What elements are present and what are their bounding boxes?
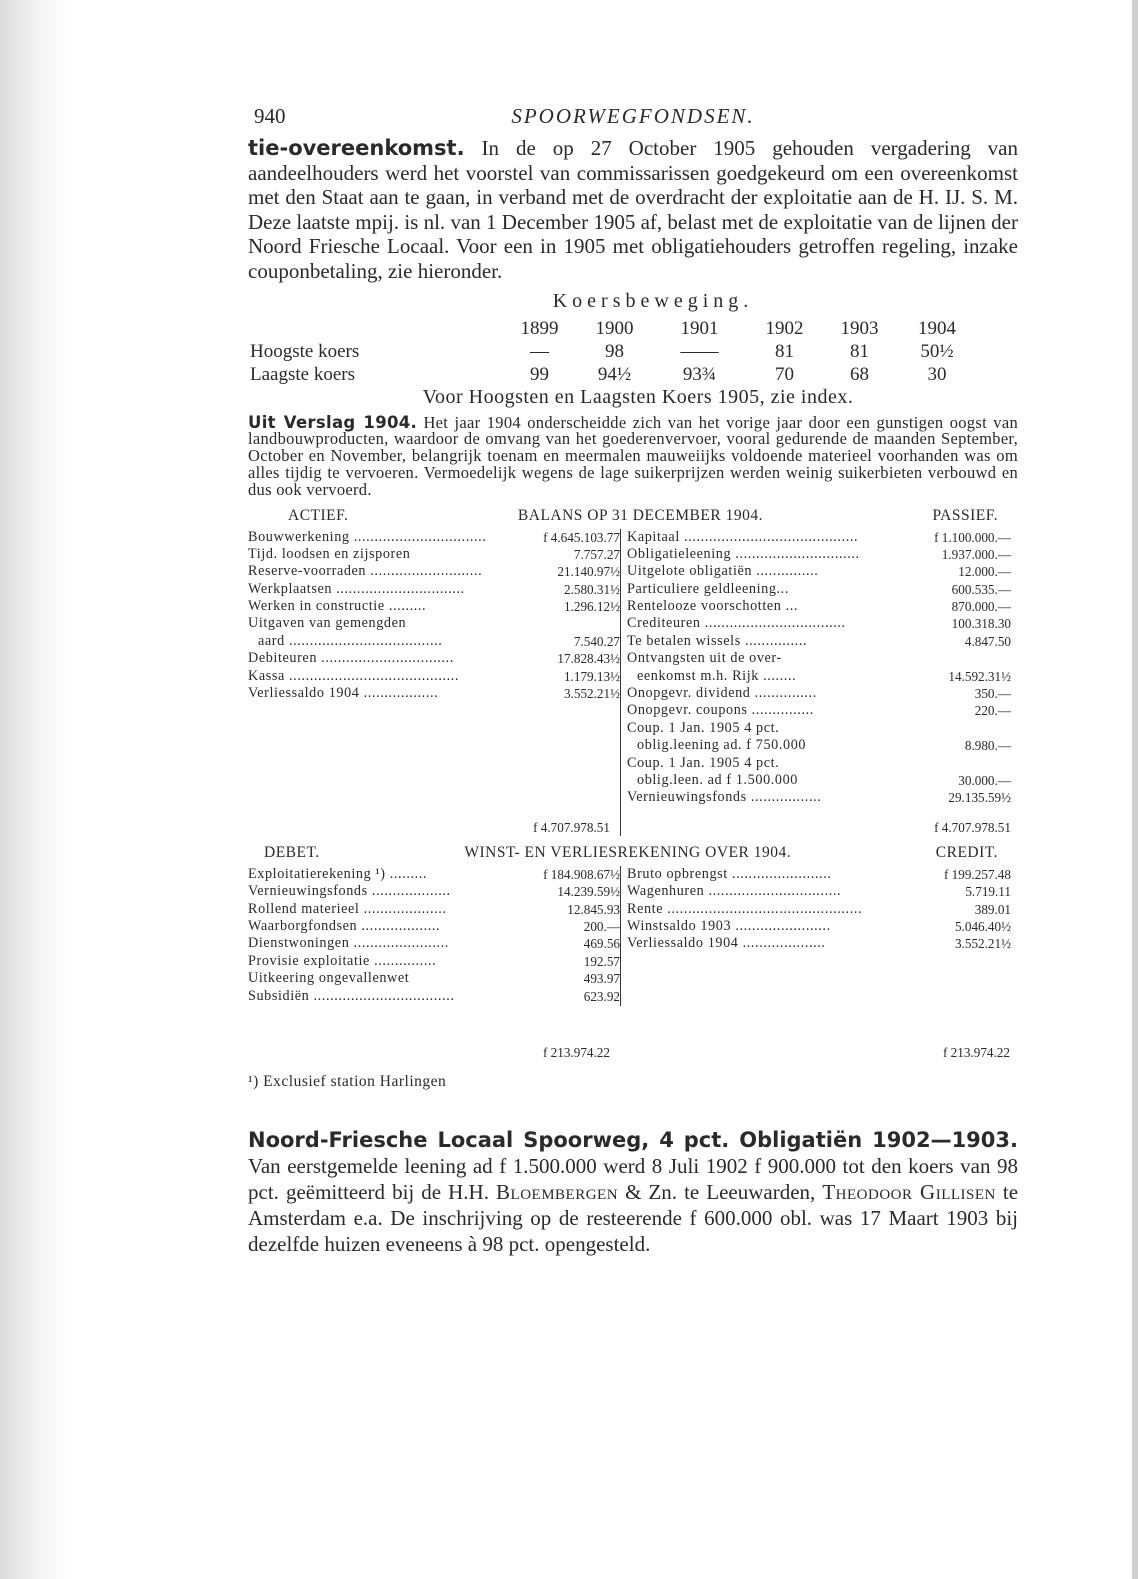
verslag-paragraph — [248, 412, 1018, 499]
ledger-row — [627, 702, 1011, 719]
ledger-amount: f 184.908.67½ — [543, 866, 620, 882]
koers-year: 1901 — [680, 317, 719, 339]
ledger-row — [627, 529, 1011, 546]
ledger-row — [627, 581, 1011, 598]
koers-value: 99 — [530, 363, 549, 385]
ledger-row — [627, 633, 1011, 650]
ledger-amount: 493.97 — [583, 971, 620, 987]
ledger-row — [627, 935, 1011, 952]
ledger-amount: 29.135.59½ — [948, 790, 1011, 806]
ledger-description: Waarborgfondsen ................... — [248, 917, 441, 934]
winst-right-head: CREDIT. — [935, 843, 998, 861]
ledger-row — [248, 616, 620, 633]
ledger-description: Werkplaatsen ............................... — [248, 580, 465, 597]
ledger-description: Particuliere geldleening... — [627, 580, 789, 597]
document-page — [248, 100, 1018, 1257]
ledger-row — [248, 633, 620, 650]
ledger-amount: 100.318.30 — [951, 616, 1011, 632]
koers-hoogste-row — [250, 340, 977, 363]
ledger-description: Kapitaal .......................................... — [627, 528, 859, 545]
ledger-row — [627, 755, 1011, 772]
ledger-row — [627, 883, 1011, 900]
scan-shadow — [0, 0, 70, 1579]
noord-paragraph — [248, 1127, 1018, 1257]
ledger-amount: 12.845.93 — [567, 901, 620, 917]
balans-header — [248, 507, 1018, 525]
ledger-amount: 1.179.13½ — [563, 668, 620, 684]
koers-value: —— — [680, 340, 719, 362]
ledger-row — [627, 598, 1011, 615]
balans-totals — [248, 807, 1018, 836]
ledger-description: oblig.leen. ad f 1.500.000 — [637, 772, 798, 788]
koers-title: Koersbeweging. — [552, 289, 754, 312]
ledger-amount: 350.— — [974, 686, 1011, 702]
ledger-description: Tijd. loodsen en zijsporen — [248, 545, 411, 562]
ledger-amount: 30.000.— — [958, 773, 1011, 788]
ledger-description: Verliessaldo 1904 .................. — [248, 685, 439, 702]
balans-right-head: PASSIEF. — [932, 506, 998, 524]
verslag-heading: Uit Verslag 1904. — [248, 412, 418, 432]
koers-laagste-row — [250, 363, 977, 386]
ledger-description: Onopgevr. dividend ............... — [627, 685, 817, 702]
ledger-row — [248, 668, 620, 685]
koers-value: 68 — [850, 363, 869, 385]
koers-table — [250, 317, 977, 386]
ledger-amount: 389.01 — [974, 901, 1011, 917]
ledger-row — [248, 953, 620, 970]
ledger-description: Coup. 1 Jan. 1905 4 pct. — [627, 754, 780, 771]
ledger-description: Kassa ......................................... — [248, 667, 460, 684]
ledger-amount: 600.535.— — [951, 581, 1011, 597]
ledger-description: Provisie exploitatie ............... — [248, 952, 437, 969]
ledger-description: Uitgaven van gemengden — [248, 615, 407, 632]
ledger-amount: 870.000.— — [951, 599, 1011, 615]
ledger-row — [627, 685, 1011, 702]
ledger-row — [248, 563, 620, 580]
ledger-description: Exploitatierekening ¹) ......... — [248, 865, 428, 882]
ledger-row — [627, 866, 1011, 883]
ledger-amount: 12.000.— — [958, 564, 1011, 580]
koers-year: 1900 — [595, 317, 634, 339]
actief-column — [248, 529, 620, 807]
person-name: Theodoor Gillisen — [822, 1179, 996, 1204]
winst-total-right: f 213.974.22 — [942, 1044, 1010, 1060]
intro-text: In de op 27 October 1905 gehouden vergadering van aandeelhouders werd het voorstel van commissarissen goedgekeurd om een overeenkomst met den Staat aan te gaan, in verband met de overdracht der exploitatie aan de H. IJ. S. M. Deze laatste mpij. is nl. van 1 December 1905 af, belast met de exploitatie van de lijnen der Noord Friesche Locaal. Voor een in 1905 met obligatiehouders getroffen regeling, inzake couponbetaling, zie hieronder. — [248, 136, 1019, 283]
ledger-row — [248, 581, 620, 598]
koers-value: 50½ — [920, 340, 954, 362]
ledger-description: Wagenhuren ................................ — [627, 883, 842, 900]
noord-heading: Noord-Friesche Locaal Spoorweg, 4 pct. Obligatiën 1902—1903. — [248, 1127, 1018, 1152]
koers-value: 93¾ — [682, 363, 717, 385]
ledger-amount: 1.937.000.— — [941, 546, 1011, 562]
koers-note: Voor Hoogsten en Laagsten Koers 1905, zie index. — [422, 385, 854, 408]
ledger-row — [248, 918, 620, 935]
ledger-description: oblig.leening ad. f 750.000 — [637, 737, 807, 754]
ledger-amount: 14.592.31½ — [948, 668, 1011, 684]
balans-title: BALANS OP 31 DECEMBER 1904. — [517, 506, 763, 524]
koers-value: 30 — [927, 363, 947, 385]
ledger-row — [248, 935, 620, 952]
ledger-amount: 5.719.11 — [965, 884, 1011, 900]
debet-column — [248, 866, 620, 1040]
ledger-amount: 17.828.43½ — [557, 651, 620, 667]
ledger-row — [627, 616, 1011, 633]
balans-total-left: f 4.707.978.51 — [533, 819, 610, 835]
ledger-amount: 2.580.31½ — [563, 581, 620, 597]
ledger-description: Debiteuren ................................ — [248, 650, 454, 667]
ledger-amount: 8.980.— — [964, 738, 1011, 754]
noord-text-a: Van eerstgemelde leening ad f 1.500.000 werd 8 Juli 1902 f 900.000 tot den koers van 98 pct. geëmitteerd bij de H.H. — [248, 1153, 1018, 1204]
koers-value: 98 — [605, 340, 624, 362]
ledger-description: Verliessaldo 1904 .................... — [627, 935, 826, 952]
ledger-row — [248, 988, 620, 1005]
running-title: SPOORWEGFONDSEN. — [511, 104, 755, 128]
ledger-amount: 7.757.27 — [573, 546, 620, 562]
ledger-row — [248, 883, 620, 900]
ledger-row — [248, 598, 620, 615]
ledger-description: Onopgevr. coupons ............... — [627, 702, 814, 719]
koers-value: — — [530, 340, 549, 362]
ledger-row — [248, 866, 620, 883]
ledger-row — [627, 546, 1011, 563]
ledger-amount: f 4.645.103.77 — [543, 529, 620, 545]
koers-value: 70 — [775, 363, 794, 385]
ledger-amount: 200.— — [583, 918, 620, 934]
winst-table — [248, 866, 1018, 1040]
ledger-description: Bruto opbrengst ........................ — [627, 865, 832, 882]
ledger-description: Vernieuwingsfonds ................... — [248, 883, 451, 900]
balans-table — [248, 529, 1018, 807]
balans-total-right: f 4.707.978.51 — [934, 819, 1011, 835]
ledger-description: Te betalen wissels ............... — [627, 632, 808, 649]
ledger-amount: 7.540.27 — [573, 633, 620, 649]
ledger-description: Uitgelote obligatiën ............... — [627, 563, 819, 580]
page-number: 940 — [254, 104, 286, 128]
noord-text-b: & Zn. te Leeuwarden, — [625, 1179, 816, 1204]
verslag-text: Het jaar 1904 onderscheidde zich van het vorige jaar door een gunstigen oogst van landbouwproducten, waardoor de omvang van het goederenvervoer, vooral gedurende de maanden September, October en November, belangrijk toenam en meermalen mauweiijks voldoende materieel voorhanden was om alles tijdig te vervoeren. Vermoedelijk wegens de lage suikerprijzen werden weinig suikerbieten verbouwd en dus ook vervoerd. — [248, 412, 1018, 499]
ledger-row — [248, 650, 620, 667]
ledger-row — [248, 901, 620, 918]
ledger-description: Subsidiën .................................. — [248, 987, 455, 1004]
ledger-row — [627, 720, 1011, 737]
scan-edge — [1132, 0, 1138, 1579]
ledger-description: Rente ............................................... — [627, 900, 863, 917]
ledger-description: Bouwwerkening ................................ — [248, 528, 487, 545]
ledger-amount: 220.— — [974, 703, 1011, 719]
ledger-amount: 469.56 — [583, 936, 620, 952]
ledger-description: aard ..................................... — [258, 632, 443, 649]
koers-value: 94½ — [597, 363, 632, 385]
ledger-row — [248, 970, 620, 987]
person-name: Bloembergen — [496, 1179, 619, 1204]
balans-left-head: ACTIEF. — [288, 506, 349, 524]
winst-header — [248, 844, 1018, 862]
ledger-amount: 21.140.97½ — [557, 564, 620, 580]
koers-years-row — [250, 317, 977, 340]
ledger-amount: 3.552.21½ — [563, 686, 620, 702]
ledger-row — [248, 546, 620, 563]
ledger-amount: 14.239.59½ — [557, 884, 620, 900]
ledger-row — [627, 563, 1011, 580]
intro-heading: tie-overeenkomst. — [248, 136, 465, 160]
ledger-description: Winstsaldo 1903 ....................... — [627, 917, 831, 934]
ledger-description: Coup. 1 Jan. 1905 4 pct. — [627, 719, 780, 736]
ledger-amount: 4.847.50 — [964, 633, 1011, 649]
winst-total-left: f 213.974.22 — [542, 1044, 610, 1060]
ledger-description: Werken in constructie ......... — [248, 598, 427, 615]
credit-column — [620, 866, 1011, 1006]
ledger-amount: 192.57 — [583, 953, 620, 969]
ledger-amount: f 1.100.000.— — [934, 529, 1011, 545]
ledger-row — [627, 772, 1011, 789]
ledger-row — [627, 901, 1011, 918]
ledger-description: Dienstwoningen ....................... — [248, 935, 449, 952]
ledger-row — [627, 737, 1011, 754]
winst-totals — [248, 1040, 1018, 1061]
ledger-row — [627, 789, 1011, 806]
ledger-row — [627, 668, 1011, 685]
ledger-description: Ontvangsten uit de over- — [627, 650, 782, 667]
passief-column — [620, 529, 1011, 807]
ledger-amount: 3.552.21½ — [954, 936, 1011, 952]
ledger-description: Rollend materieel .................... — [248, 900, 447, 917]
ledger-amount: 1.296.12½ — [563, 599, 620, 615]
koers-row-label: Hoogste koers — [250, 340, 360, 362]
koers-value: 81 — [775, 340, 794, 362]
ledger-description: Obligatieleening .............................. — [627, 545, 860, 562]
ledger-description: Uitkeering ongevallenwet — [248, 970, 410, 987]
koers-row-label: Laagste koers — [250, 363, 355, 385]
koers-year: 1903 — [840, 317, 879, 339]
page-header — [248, 100, 1018, 136]
ledger-row — [627, 650, 1011, 667]
ledger-description: Vernieuwingsfonds ................. — [627, 789, 822, 806]
intro-paragraph — [248, 136, 1018, 284]
koers-year: 1904 — [918, 317, 956, 339]
koers-year: 1899 — [520, 317, 559, 339]
ledger-amount: f 199.257.48 — [943, 866, 1011, 882]
noord-text-c: te Amsterdam e.a. De inschrijving op de resteerende f 600.000 obl. was 17 Maart 1903 bij dezelfde huizen eveneens à 98 pct. opengesteld. — [248, 1179, 1019, 1256]
ledger-amount: 623.92 — [583, 988, 620, 1004]
winst-left-head: DEBET. — [264, 843, 320, 861]
ledger-row — [248, 529, 620, 546]
footnote: ¹) Exclusief station Harlingen — [248, 1072, 447, 1090]
winst-title: WINST- EN VERLIESREKENING OVER 1904. — [464, 843, 792, 861]
ledger-row — [627, 918, 1011, 935]
ledger-description: eenkomst m.h. Rijk ........ — [637, 667, 797, 684]
koers-year: 1902 — [765, 317, 804, 339]
ledger-description: Crediteuren .................................. — [627, 615, 846, 632]
ledger-description: Rentelooze voorschotten ... — [627, 598, 799, 615]
ledger-row — [248, 685, 620, 702]
ledger-amount: 5.046.40½ — [954, 918, 1011, 934]
ledger-description: Reserve-voorraden ........................... — [248, 563, 483, 580]
koers-value: 81 — [850, 340, 869, 362]
